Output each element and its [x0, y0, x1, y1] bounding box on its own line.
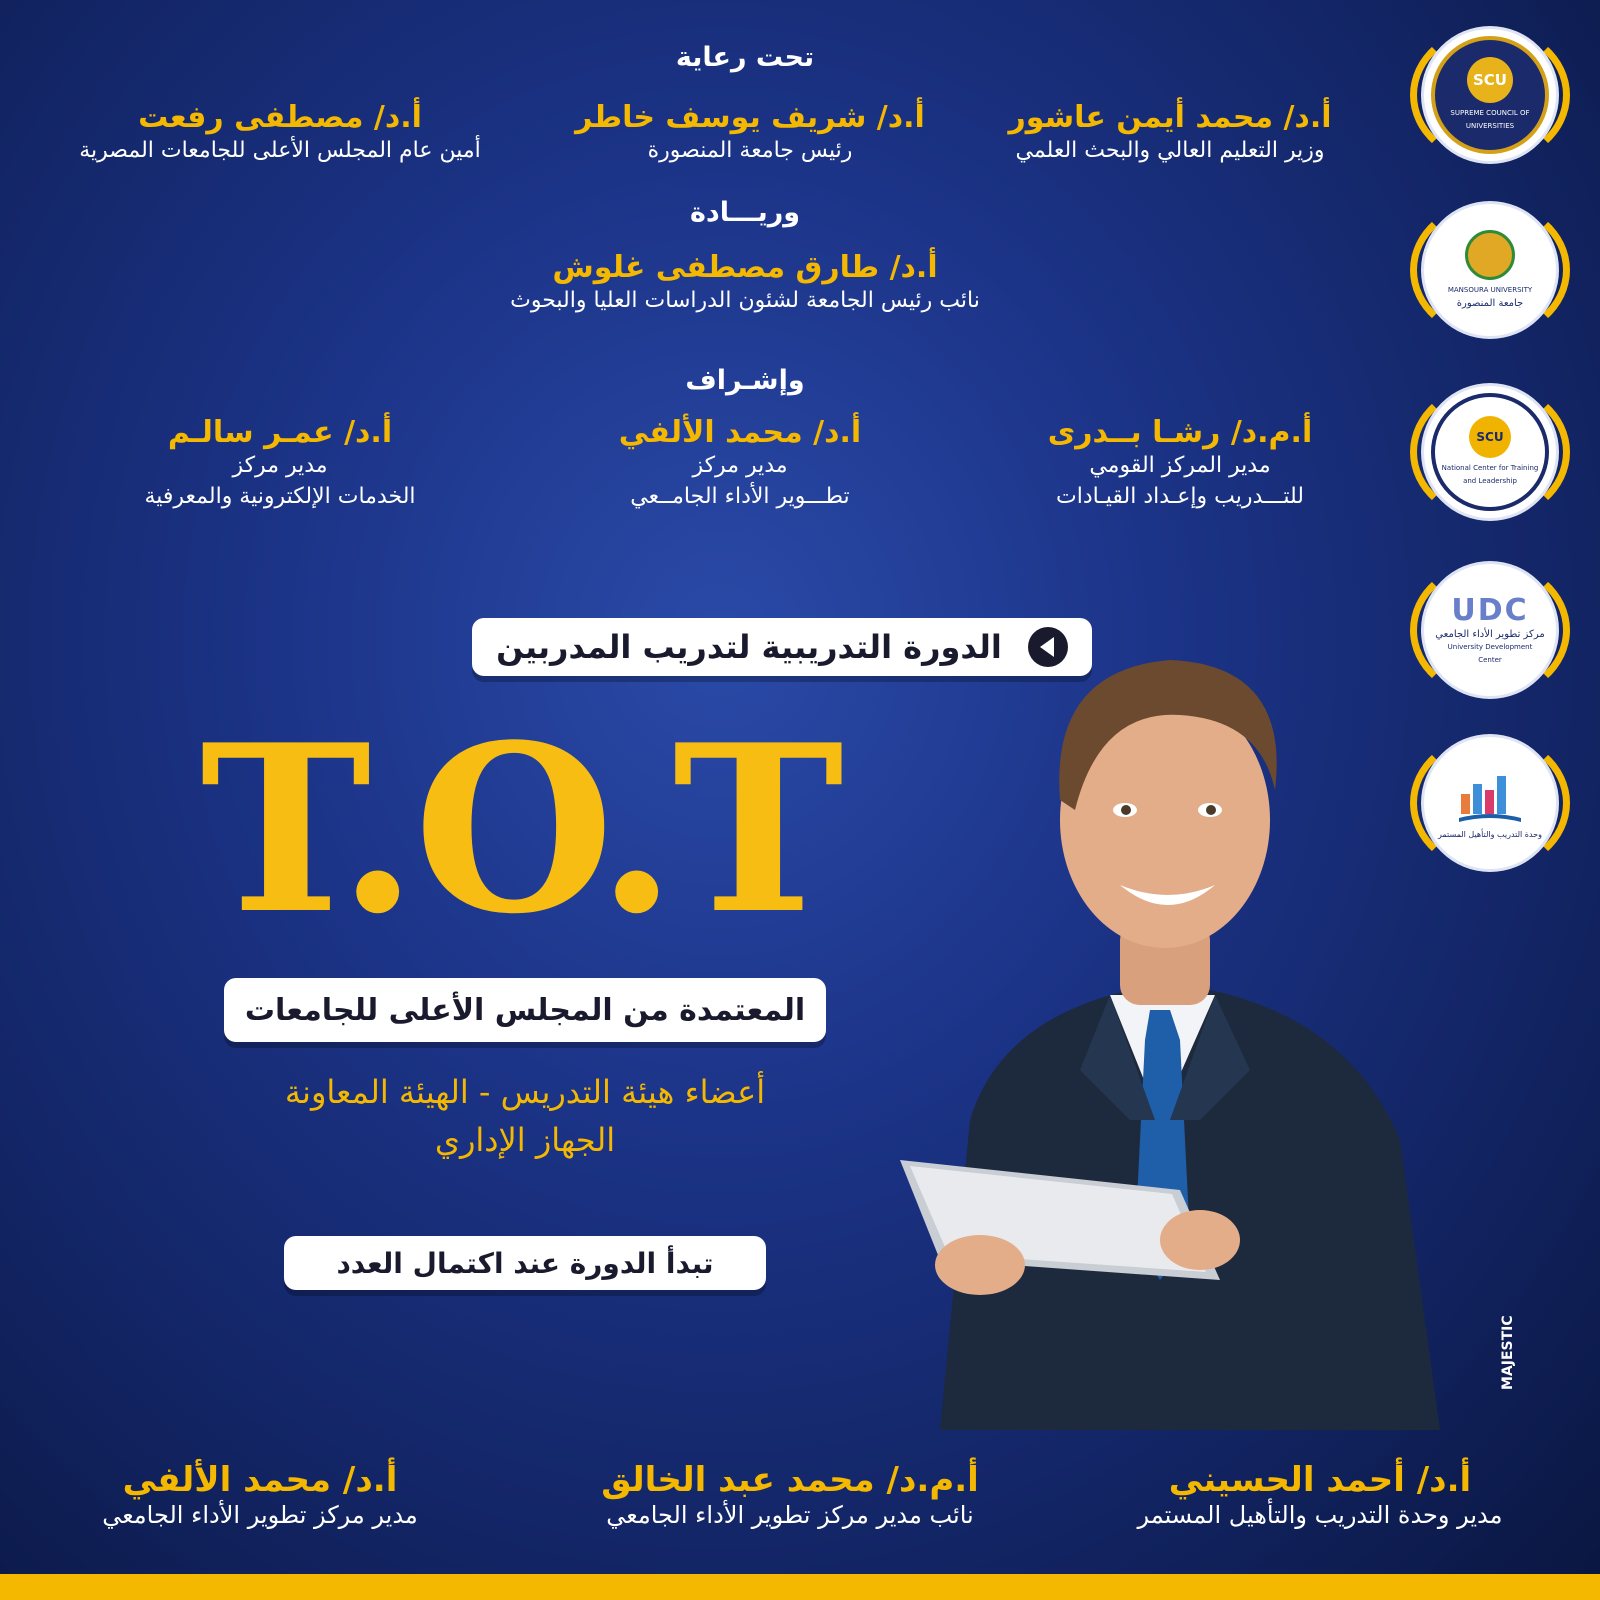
supervisor-3-name: أ.د/ عمـر سالـم [167, 415, 393, 450]
udc-logo-caption-en: University Development Center [1447, 643, 1533, 664]
patron-1-role: وزير التعليم العالي والبحث العلمي [1015, 138, 1325, 163]
footer-person-2 [540, 1460, 1040, 1531]
national-center-caption: National Center for Training and Leadership [1441, 464, 1539, 485]
supervisor-3 [90, 415, 470, 512]
supervisor-1-role-line2: للتـــدريب وإعـداد القيـادات [1056, 484, 1304, 509]
footer-person-1-role: مدير وحدة التدريب والتأهيل المستمر [1137, 1501, 1503, 1529]
patron-3 [20, 100, 540, 166]
mansoura-emblem-icon [1465, 230, 1515, 280]
bottom-accent-bar [0, 1574, 1600, 1600]
udc-logo-mark: UDC [1451, 593, 1529, 628]
udc-logo-caption: مركز تطوير الأداء الجامعي [1435, 629, 1545, 640]
supervisor-3-role-line2: الخدمات الإلكترونية والمعرفية [144, 484, 416, 509]
supervisor-1 [990, 415, 1370, 512]
patronage-heading: تحت رعاية [675, 42, 815, 73]
supervisor-3-role-line1: مدير مركز [232, 453, 328, 478]
start-note-pill [284, 1236, 766, 1290]
patron-3-role: أمين عام المجلس الأعلى للجامعات المصرية [79, 138, 481, 163]
watermark: MAJESTIC [1500, 1315, 1516, 1390]
course-label: الدورة التدريبية لتدريب المدربين [496, 628, 1002, 666]
audience [200, 1068, 850, 1164]
leader [440, 250, 1050, 316]
national-center-logo [1410, 382, 1570, 522]
mansoura-university-logo [1410, 200, 1570, 340]
supervisor-1-name: أ.م.د/ رشـا بــدرى [1047, 415, 1313, 450]
footer-person-1 [1080, 1460, 1560, 1531]
leader-role: نائب رئيس الجامعة لشئون الدراسات العليا والبحوث [510, 288, 980, 313]
patron-2-role: رئيس جامعة المنصورة [647, 138, 853, 163]
patron-2 [540, 100, 960, 166]
national-center-mark: SCU [1469, 416, 1511, 458]
supervision-heading: وإشـراف [685, 365, 805, 396]
start-note: تبدأ الدورة عند اكتمال العدد [336, 1246, 714, 1280]
supervisor-2 [570, 415, 910, 512]
audience-line-2: الجهاز الإداري [434, 1121, 616, 1159]
footer-person-2-name: أ.م.د/ محمد عبد الخالق [601, 1460, 979, 1500]
scu-logo-mark: SCU [1467, 57, 1513, 103]
accredited-pill [224, 978, 826, 1042]
leadership-heading: وريـــادة [689, 197, 801, 228]
supervisor-2-role-line1: مدير مركز [692, 453, 788, 478]
presenter-illustration [880, 600, 1440, 1430]
footer-person-3-name: أ.د/ محمد الألفي [122, 1460, 398, 1500]
patron-1 [960, 100, 1380, 166]
course-title: T.O.T [200, 695, 840, 965]
accredited-text: المعتمدة من المجلس الأعلى للجامعات [244, 992, 806, 1028]
mansoura-logo-caption: جامعة المنصورة [1456, 298, 1524, 309]
patron-1-name: أ.د/ محمد أيمن عاشور [1008, 100, 1332, 135]
footer-person-1-name: أ.د/ أحمد الحسيني [1168, 1460, 1472, 1500]
audience-line-1: أعضاء هيئة التدريس - الهيئة المعاونة [284, 1073, 766, 1111]
scu-logo-caption: SUPREME COUNCIL OF UNIVERSITIES [1450, 109, 1530, 130]
training-unit-caption: وحدة التدريب والتأهيل المستمر [1438, 829, 1542, 839]
supervisor-1-role-line1: مدير المركز القومي [1089, 453, 1271, 478]
footer-person-3 [40, 1460, 480, 1531]
footer-person-3-role: مدير مركز تطوير الأداء الجامعي [102, 1501, 418, 1529]
mansoura-logo-text: MANSOURA UNIVERSITY [1447, 286, 1533, 294]
footer-person-2-role: نائب مدير مركز تطوير الأداء الجامعي [606, 1501, 974, 1529]
leader-name: أ.د/ طارق مصطفى غلوش [552, 250, 938, 285]
patron-3-name: أ.د/ مصطفى رفعت [138, 100, 422, 135]
chart-book-icon [1455, 766, 1525, 826]
supervisor-2-role-line2: تطـــوير الأداء الجامــعي [630, 484, 850, 509]
supervisor-2-name: أ.د/ محمد الألفي [618, 415, 862, 450]
scu-logo [1410, 25, 1570, 165]
patron-2-name: أ.د/ شريف يوسف خاطر [575, 100, 925, 135]
